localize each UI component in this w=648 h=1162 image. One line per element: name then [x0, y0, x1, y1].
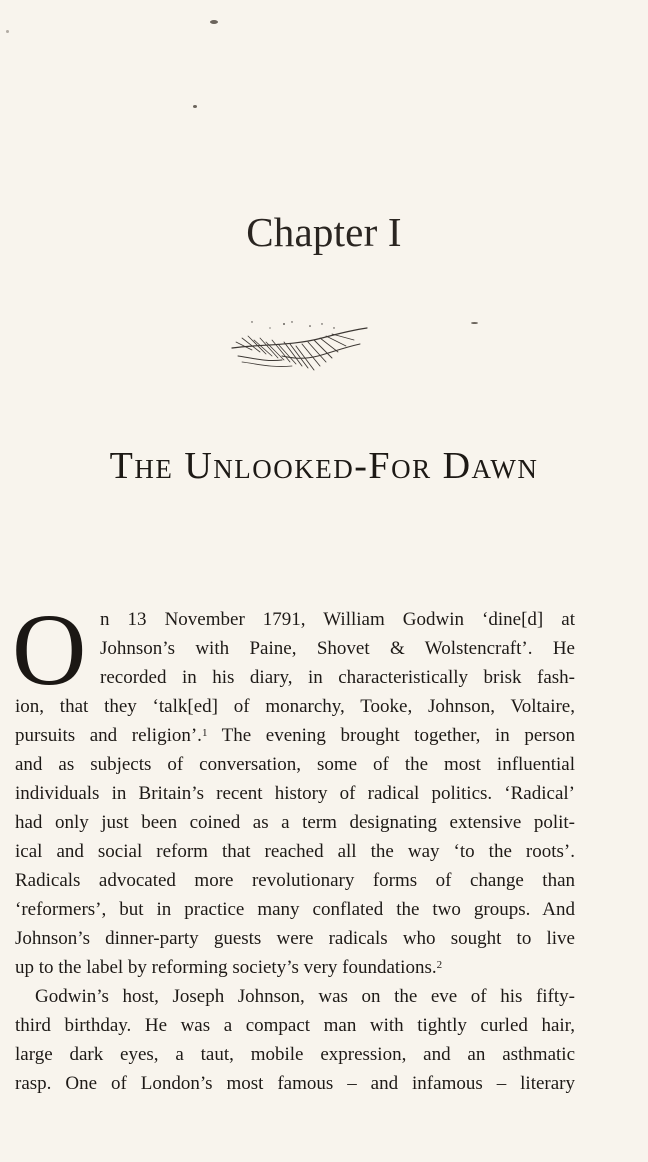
footnote-marker: 2	[436, 959, 443, 971]
text-line	[15, 953, 575, 982]
text-line: large dark eyes, a taut, mobile expression, and an asthmatic	[15, 1044, 575, 1065]
text-line: Godwin’s host, Joseph Johnson, was on the eve of his fifty-	[35, 986, 575, 1007]
text-line: ion, that they ‘talk[ed] of monarchy, Tooke, Johnson, Voltaire,	[15, 696, 575, 717]
text-line: had only just been coined as a term designating extensive polit-	[15, 812, 575, 833]
text-segment: pursuits and religion’.	[15, 725, 202, 746]
text-segment: The evening brought together, in person	[207, 725, 576, 746]
text-line: n 13 November 1791, William Godwin ‘dine[d] at	[100, 609, 575, 630]
text-line: ical and social reform that reached all the way ‘to the roots’.	[15, 841, 575, 862]
text-line: ‘reformers’, but in practice many conflated the two groups. And	[15, 899, 575, 920]
page-speck	[6, 30, 9, 33]
text-segment: up to the label by reforming society’s very foundations.	[15, 957, 437, 978]
page-speck	[210, 20, 218, 24]
body-text	[12, 593, 576, 1098]
footnote-marker: 1	[201, 727, 208, 739]
chapter-number: Chapter I	[246, 209, 402, 255]
text-line: recorded in his diary, in characteristically brisk fash-	[100, 667, 575, 688]
text-line: individuals in Britain’s recent history of radical politics. ‘Radical’	[15, 783, 575, 804]
text-line: and as subjects of conversation, some of the most influential	[15, 754, 575, 775]
feather-ornament-icon	[222, 316, 372, 386]
text-line: Johnson’s with Paine, Shovet & Wolstencraft’. He	[100, 638, 575, 659]
text-line	[15, 721, 575, 750]
chapter-title: The Unlooked-For Dawn	[109, 445, 539, 487]
page-speck	[193, 105, 197, 108]
text-line: third birthday. He was a compact man with tightly curled hair,	[15, 1015, 575, 1036]
page-speck	[471, 322, 478, 324]
text-line: Radicals advocated more revolutionary forms of change than	[15, 870, 575, 891]
text-line: Johnson’s dinner-party guests were radicals who sought to live	[15, 928, 575, 949]
drop-cap: O	[12, 593, 87, 707]
text-line: rasp. One of London’s most famous – and infamous – literary	[15, 1073, 575, 1094]
